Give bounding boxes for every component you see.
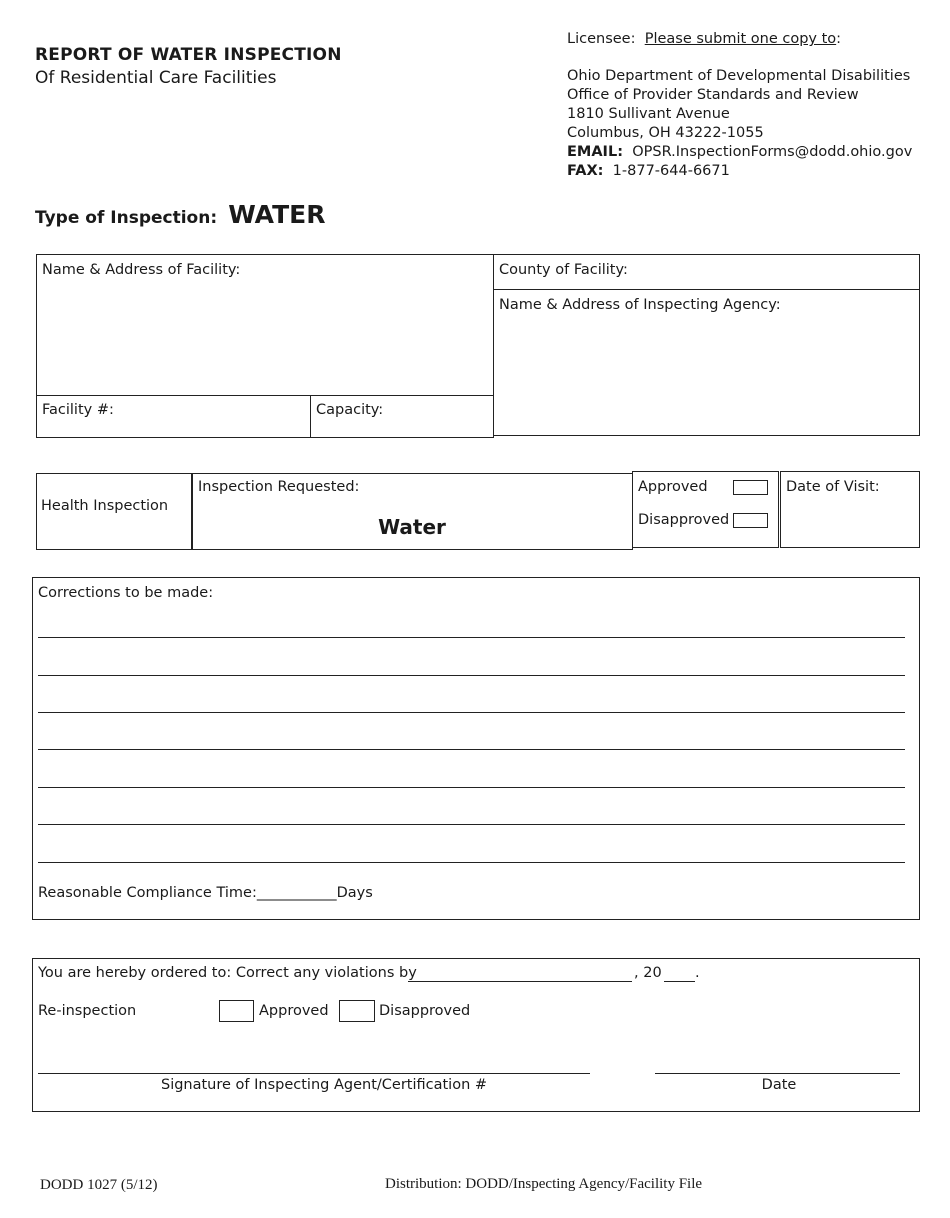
ordered-text: You are hereby ordered to: Correct any violations by bbox=[38, 965, 417, 981]
year-blank[interactable] bbox=[664, 981, 695, 982]
date-label: Date bbox=[761, 1077, 797, 1093]
approved-label: Approved bbox=[638, 479, 708, 495]
reinspection-disapproved-label: Disapproved bbox=[379, 1003, 471, 1019]
email-line bbox=[567, 143, 912, 162]
form-title: REPORT OF WATER INSPECTION bbox=[35, 45, 342, 65]
signature-line[interactable] bbox=[38, 1073, 590, 1074]
inspection-type-label: Type of Inspection: bbox=[35, 208, 218, 228]
agency-box bbox=[493, 254, 920, 436]
disapproved-label: Disapproved bbox=[638, 512, 730, 528]
licensee-line bbox=[567, 30, 841, 49]
submit-colon: : bbox=[836, 31, 842, 47]
corrections-line[interactable] bbox=[38, 824, 905, 825]
reinspection-approved-label: Approved bbox=[259, 1003, 329, 1019]
facility-name-address-label: Name & Address of Facility: bbox=[42, 262, 241, 278]
fax-line bbox=[567, 162, 912, 181]
inspection-requested-value: Water bbox=[378, 515, 446, 539]
compliance-days-label: Days bbox=[336, 885, 373, 901]
inspection-type-value: WATER bbox=[228, 200, 326, 229]
inspection-requested-label: Inspection Requested: bbox=[198, 479, 360, 495]
corrections-line[interactable] bbox=[38, 712, 905, 713]
county-label: County of Facility: bbox=[499, 262, 628, 278]
form-subtitle: Of Residential Care Facilities bbox=[35, 68, 277, 88]
corrections-line[interactable] bbox=[38, 637, 905, 638]
date-of-visit-label: Date of Visit: bbox=[786, 479, 880, 495]
year-prefix: , 20 bbox=[634, 965, 662, 981]
disapproved-checkbox[interactable] bbox=[733, 513, 768, 528]
violations-date-blank[interactable] bbox=[408, 981, 632, 982]
divider bbox=[493, 289, 920, 290]
capacity-label: Capacity: bbox=[316, 402, 384, 418]
health-inspection-label: Health Inspection bbox=[41, 498, 169, 514]
reinspection-disapproved-checkbox[interactable] bbox=[339, 1000, 375, 1022]
agency-label: Name & Address of Inspecting Agency: bbox=[499, 297, 781, 313]
signature-label: Signature of Inspecting Agent/Certification # bbox=[160, 1077, 488, 1093]
period: . bbox=[695, 965, 700, 981]
address-line: Ohio Department of Developmental Disabilities bbox=[567, 68, 911, 84]
fax-label: FAX: bbox=[567, 163, 604, 179]
corrections-line[interactable] bbox=[38, 787, 905, 788]
inspection-type-line bbox=[35, 200, 325, 229]
address-line: Office of Provider Standards and Review bbox=[567, 87, 859, 103]
address-line: Columbus, OH 43222-1055 bbox=[567, 125, 764, 141]
approved-checkbox[interactable] bbox=[733, 480, 768, 495]
compliance-time-line bbox=[38, 885, 373, 901]
corrections-label: Corrections to be made: bbox=[38, 585, 214, 601]
submit-instruction: Please submit one copy to bbox=[644, 31, 837, 47]
date-line[interactable] bbox=[655, 1073, 900, 1074]
divider bbox=[310, 395, 311, 438]
corrections-line[interactable] bbox=[38, 675, 905, 676]
email-value: OPSR.InspectionForms@dodd.ohio.gov bbox=[632, 144, 913, 160]
reinspection-approved-checkbox[interactable] bbox=[219, 1000, 254, 1022]
fax-value: 1-877-644-6671 bbox=[612, 163, 730, 179]
licensee-label: Licensee: bbox=[567, 31, 636, 47]
divider bbox=[36, 395, 494, 396]
distribution-text: Distribution: DODD/Inspecting Agency/Facility File bbox=[385, 1176, 703, 1192]
submission-address bbox=[567, 67, 912, 181]
corrections-line[interactable] bbox=[38, 749, 905, 750]
address-line: 1810 Sullivant Avenue bbox=[567, 106, 730, 122]
compliance-time-label: Reasonable Compliance Time: bbox=[38, 885, 257, 901]
reinspection-label: Re-inspection bbox=[38, 1003, 137, 1019]
compliance-time-blank[interactable]: ___________ bbox=[256, 885, 337, 901]
facility-number-label: Facility #: bbox=[42, 402, 114, 418]
corrections-line[interactable] bbox=[38, 862, 905, 863]
form-id: DODD 1027 (5/12) bbox=[40, 1177, 158, 1193]
email-label: EMAIL: bbox=[567, 144, 623, 160]
